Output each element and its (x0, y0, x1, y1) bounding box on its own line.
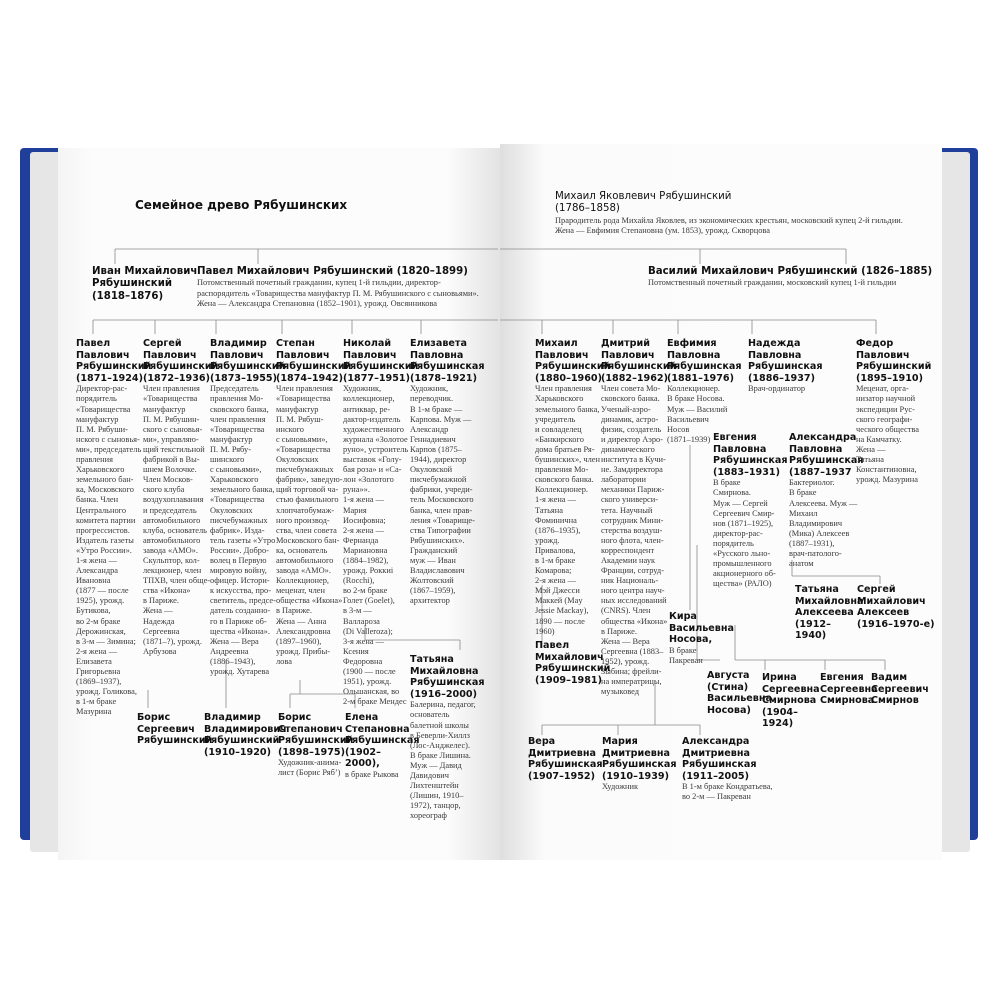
person-evfimiya-pavlovna: Евфимия Павловна Рябушинская (1881–1976) Коллекционер. В браке Носова. Муж — Василий Васильевич Носов (1871–1939) (667, 338, 742, 444)
person-aleksandra-dmitrievna: Александра Дмитриевна Рябушинская (1911–2005) В 1-м браке Кондратьева, во 2-м — Пакреван (682, 736, 773, 802)
page-title: Семейное древо Рябушинских (135, 198, 348, 212)
person-elizaveta-pavlovna: Елизавета Павловна Рябушинская (1878–1921) Художник, переводчик. В 1-м браке — Карпова. Муж — Александр Геннадиевич Карпов (1875– 1944), директор Окуловской писчебумажной фабрики, учреди- тель Московского банка, член прав- ления «Товарище- ства Типографии Рябушинских». Гражданский муж — Иван Владиславович Жолтовский (1867–1959), архитектор (410, 338, 485, 606)
person-pavel-mikhailovich-jr: Павел Михайлович Рябушинский (1909–1981) (535, 640, 611, 686)
person-boris-sergeevich: Борис Сергеевич Рябушинский (137, 712, 213, 747)
person-pavel-pavlovich: Павел Павлович Рябушинский (1871–1924) Директор-рас- порядитель «Товарищества мануфактур П. М. Рябуши- нского с сыновья- ми», председатель правления Харьковского земельного бан- ка, Московского банка. Член Центрального комитета партии прогрессистов. Издатель газеты «Утро России». 1-я жена — Александра Ивановна (1877 — после 1925), урожд. Бутикова, во 2-м браке Дерожинская, в 3-м — Зимина; 2-я жена — Елизавета Григорьевна (1869–1937), урожд. Голикова, в 1-м браке Мазурина (76, 338, 152, 717)
person-evgeniya-smirnova: Евгения Сергеевна Смирнова (820, 672, 878, 707)
person-pavel-mikhailovich: Павел Михайлович Рябушинский (1820–1899) Потомственный почетный гражданин, купец 1-й гильдии, директор- распорядитель «Товарищества мануфактур П. М. Рябушинского с сыновьями». Жена — Александра Степановна (1852–1901), урожд. Овсянникова (197, 266, 479, 308)
person-evgeniya-pavlovna: Евгения Павловна Рябушинская (1883–1931) В браке Смирнова. Муж — Сергей Сергеевич Смир- нов (1871–1925), директор-рас- порядитель «Русского льно- промышленного акционерного об- щества» (РАЛО) (713, 432, 788, 589)
person-kira-nosova: Кира Васильевна Носова, В браке Пакреван (669, 611, 734, 665)
person-vladimir-vladimirovich: Владимир Владимирович Рябушинский (1910–1920) (204, 712, 287, 758)
person-stepan-pavlovich: Степан Павлович Рябушинский (1874–1942) Член правления «Товарищества мануфактур П. М. Рябуш- инского с сыновьями», «Товарищества Окуловских писчебумажных фабрик», заведую- щий торговой ча- стью фамильного хлопчатобумаж- ного производ- ства, член совета Московского бан- ка, основатель автомобильного завода «АМО». Коллекционер, меценат, член общества «Икона» в Париже. Жена — Анна Александровна (1897–1960), урожд. Прибы- лова (276, 338, 352, 666)
person-vasily: Василий Михайлович Рябушинский (1826–1885) Потомственный почетный гражданин, московский купец 1-й гильдии (648, 266, 933, 288)
person-vadim-smirnov: Вадим Сергеевич Смирнов (871, 672, 929, 707)
person-mikhail-yakovlevich: Михаил Яковлевич Рябушинский (1786–1858) Прародитель рода Михайла Яковлев, из экономических крестьян, московский купец 2-й гильдии. Жена — Евфимия Степановна (ум. 1853), урожд. Скворцова (555, 191, 903, 235)
person-vladimir-pavlovich: Владимир Павлович Рябушинский (1873–1955) Председатель правления Мо- сковского банка, член правления «Товарищества мануфактур П. М. Рябу- шинского с сыновьями», Харьковского земельного банка, «Товарищества Окуловских писчебумажных фабрик». Изда- тель газеты «Утро России». Добро- волец в Первую мировую войну, офицер. Истори- к искусства, про- светитель, предсе- датель созданно- го в Париже об- щества «Икона». Жена — Вера Андреевна (1886–1943), урожд. Хутарева (210, 338, 286, 676)
person-irina-smirnova: Ирина Сергеевна Смирнова (1904–1924) (762, 672, 820, 730)
person-nadezhda-pavlovna: Надежда Павловна Рябушинская (1886–1937) Врач-ординатор (748, 338, 823, 394)
person-nikolay-pavlovich: Николай Павлович Рябушинский (1877–1951) Художник, коллекционер, антиквар, ре- дактор-издатель художественного журнала «Золотое руно», устроитель выставок «Голу- бая роза» и «Са- лон «Золотого руна»». 1-я жена — Мария Иосифовна; 2-я жена — Фернанда Мариановна (1884–1982), урожд. Роккиi (Rocchi), во 2-м браке Голет (Goelet), в 3-м — Валлароза (Di Valleroza); 3-я жена — Ксения Федоровна (1900 — после 1951), урожд. Ольшанская, во 2-м браке Мендес (343, 338, 419, 707)
person-tatyana-mikhailovna: Татьяна Михайловна Рябушинская (1916–2000) Балерина, педагог, основатель балетной школы в Беверли-Хиллз (Лос-Анджелес). В браке Лишина. Муж — Давид Давидович Лихтенштейн (Лишин, 1910– 1972), танцор, хореограф (410, 654, 485, 821)
person-mariya-dmitrievna: Мария Дмитриевна Рябушинская (1910–1939) Художник (602, 736, 677, 792)
person-sergey-alekseev: Сергей Михайлович Алексеев (1916–1970-е) (857, 584, 935, 630)
person-fedor-pavlovich: Федор Павлович Рябушинский (1895–1910) Меценат, орга- низатор научной экспедиции Рус- ского географи- ческого общества на Камчатку. Жена — Татьяна Константиновна, урожд. Мазурина (856, 338, 932, 485)
person-avgusta-nosova: Августа (Стина) Васильевна Носова) (707, 670, 772, 716)
person-aleksandra-pavlovna: Александра Павловна Рябушинская (1887–1937 Бактериолог. В браке Алексеева. Муж — Михаил Владимирович (Мика) Алексеев (1887–1931), врач-патолого- анатом (789, 432, 864, 569)
person-ivan: Иван Михайлович Рябушинский (1818–1876) (92, 266, 198, 302)
person-elena-stepanovna: Елена Степановна Рябушинская (1902–2000), в браке Рыкова (345, 712, 420, 779)
person-vera-dmitrievna: Вера Дмитриевна Рябушинская (1907–1952) (528, 736, 603, 782)
person-sergey-pavlovich: Сергей Павлович Рябушинский (1872–1936) Член правления «Товарищества мануфактур П. М. Рябушин- ского с сыновья- ми», управляю- щий текстильной фабрикой в Вы- шнем Волочке. Член Москов- ского клуба воздухоплавания и председатель автомобильного клуба, основатель автомобильного завода «АМО». Скульптор, кол- лекционер, член ТПХВ, член обще- ства «Икона» в Париже. Жена — Надежда Сергеевна (1871–?), урожд. Арбузова (143, 338, 219, 656)
person-mikhail-pavlovich: Михаил Павлович Рябушинский (1880–1960) Член правления Харьковского земельного банка, учредитель и совладелец «Банкирского дома братьев Ря- бушинских», член правления Мо- сковского банка. Коллекционер. 1-я жена — Татьяна Фоминична (1876–1935), урожд. Привалова, в 1-м браке Комарова; 2-я жена — Мэй Джесси Маккей (May Jessie Mackay), 1890 — после 1960) (535, 338, 611, 636)
person-tatyana-alekseeva: Татьяна Михайловна Алексеева (1912–1940) (795, 584, 864, 642)
person-boris-stepanovich: Борис Степанович Рябушинский (1898–1975) Художник-анима- лист (Борис Рябʼ) (278, 712, 354, 778)
person-dmitry-pavlovich: Дмитрий Павлович Рябушинский (1882–1962) Член совета Мо- сковского банка. Ученый-аэро- динамик, астро- физик, создатель и директор Аэро- динамического института в Кучи- не. Замдиректора лаборатории механики Париж- ского универси- тета. Научный сотрудник Мини- стерства воздуш- ного флота, член- корреспондент Академии наук Франции, сотруд- ник Националь- ного центра науч- ных исследований (CNRS). Член общества «Икона» в Париже. Жена — Вера Сергеевна (1883– 1952), урожд. Зыбина; фрейли- на императрицы, музыковед (601, 338, 677, 697)
